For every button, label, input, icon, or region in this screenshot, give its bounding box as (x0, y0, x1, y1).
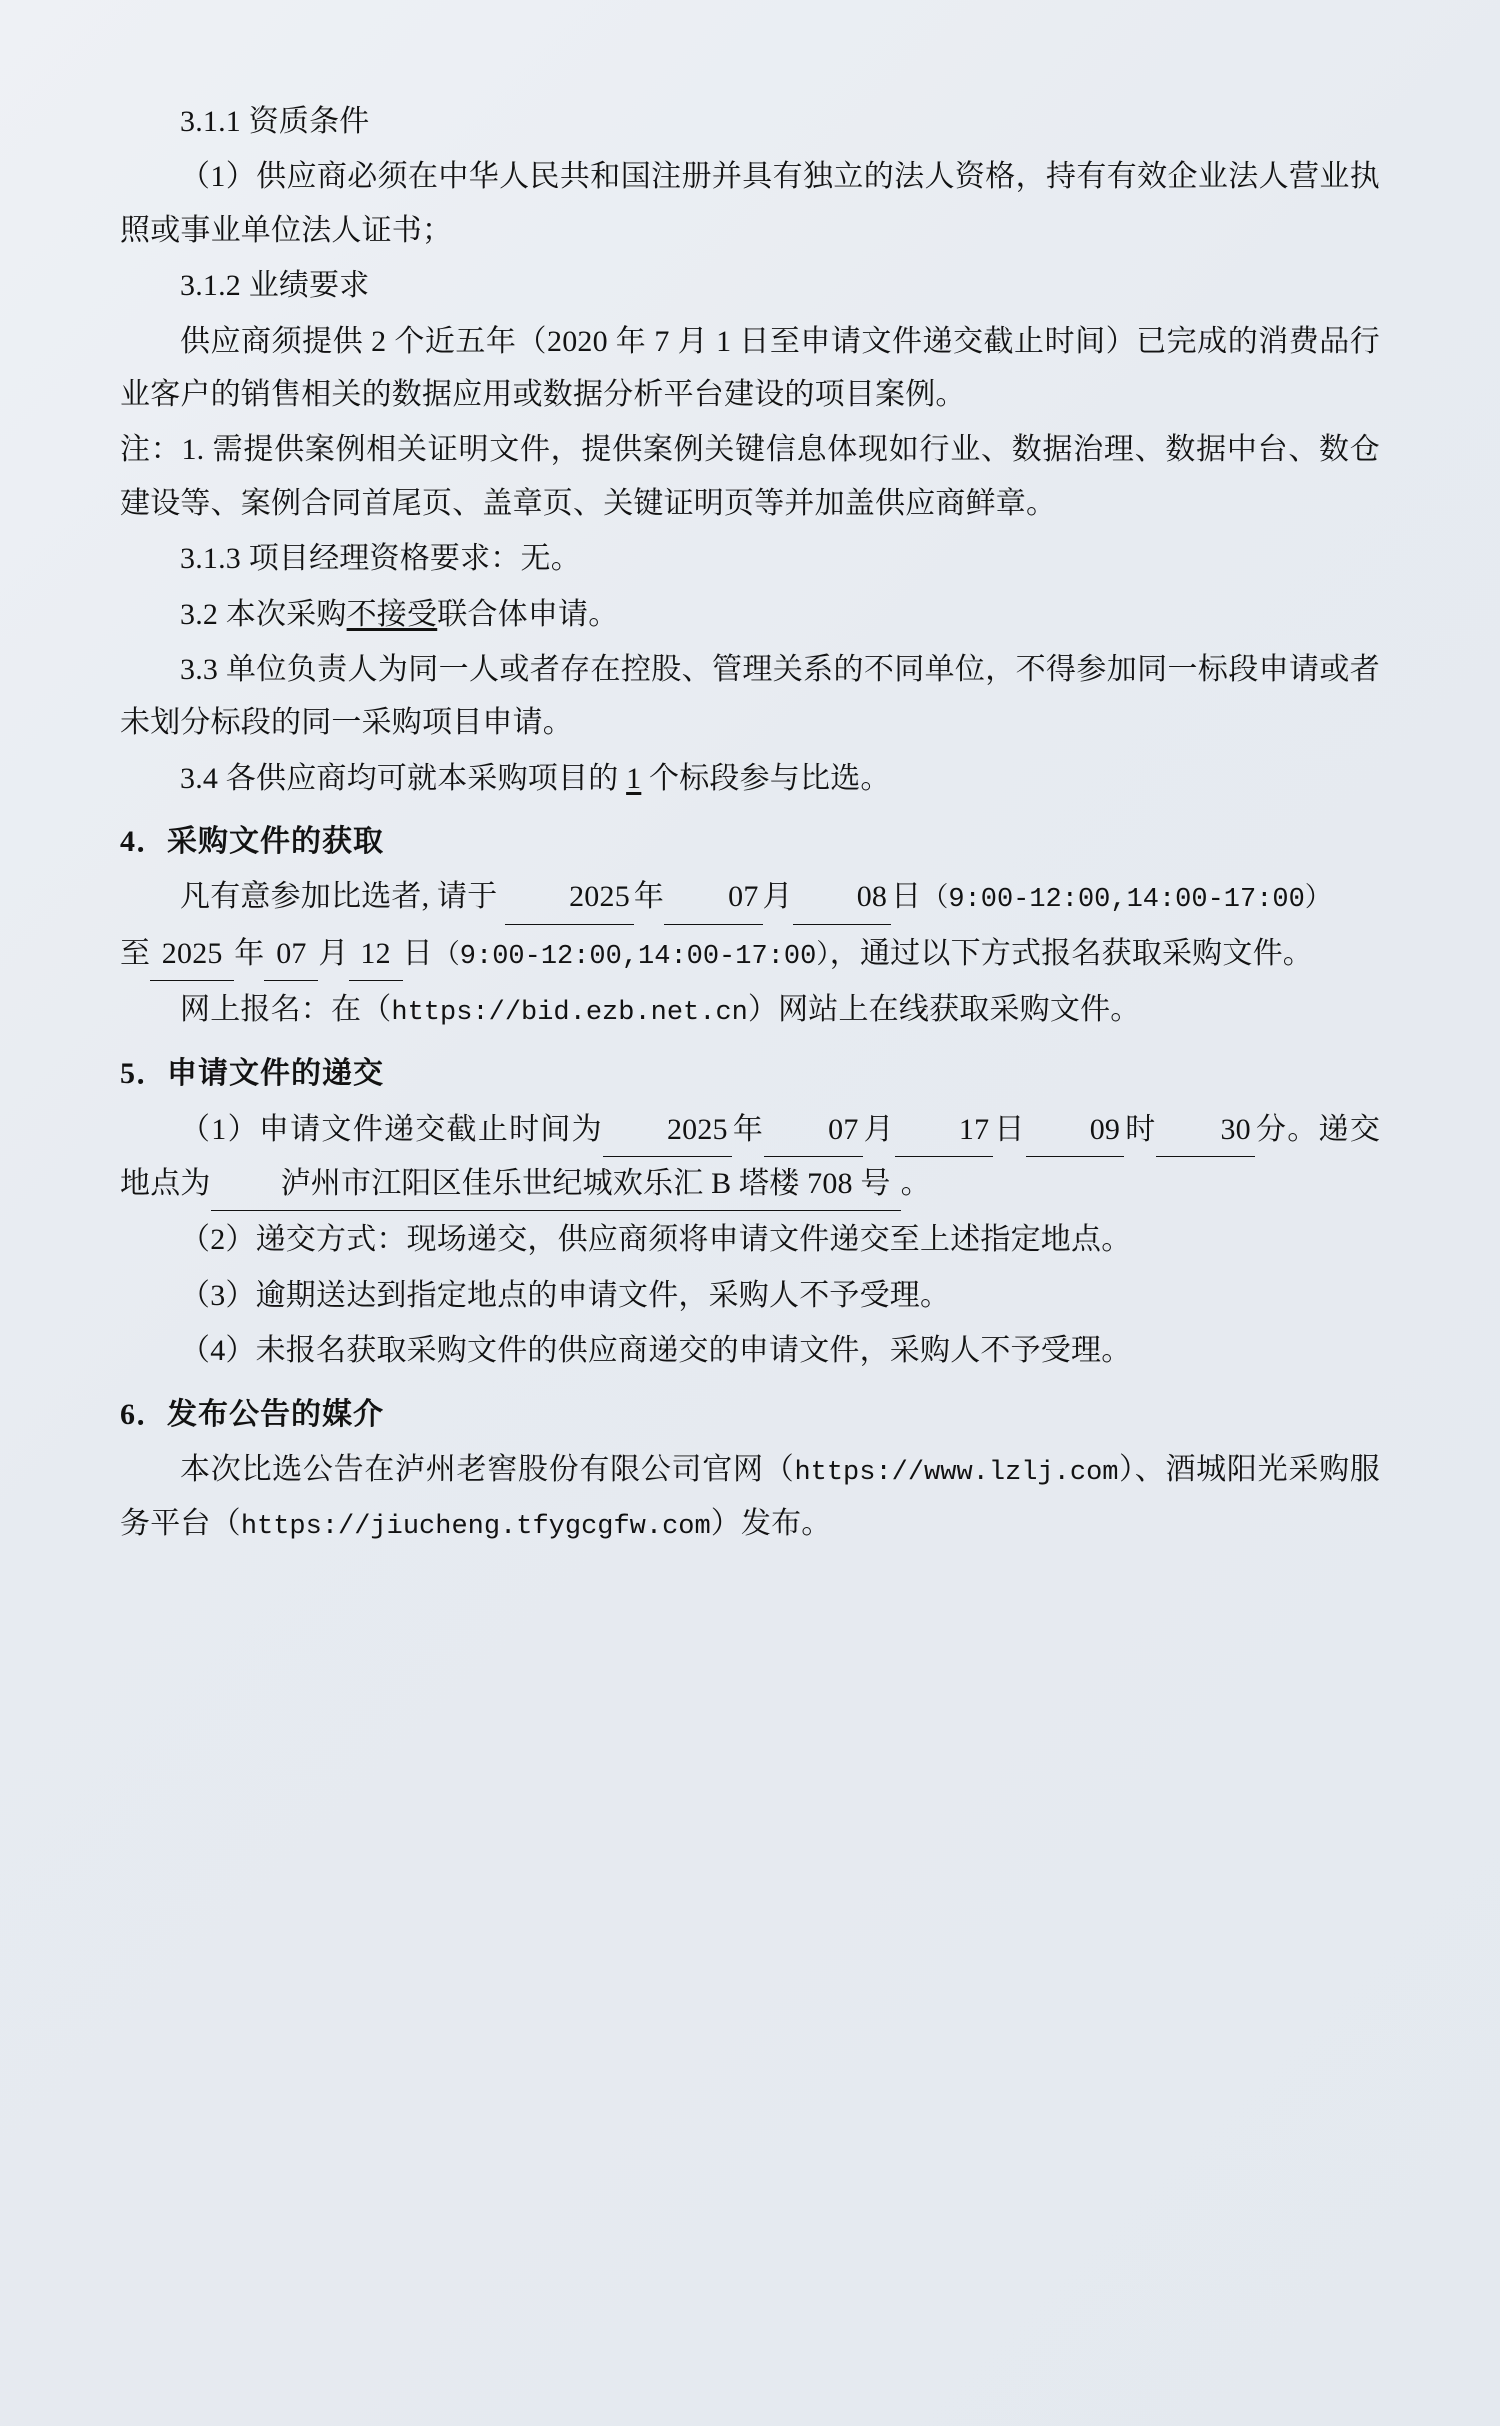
section-4-day-2-suffix: 日 (402, 936, 433, 970)
section-5-item-3: （3）逾期送达到指定地点的申请文件，采购人不予受理。 (180, 1278, 951, 1312)
paragraph-3-3: 3.3 单位负责人为同一人或者存在控股、管理关系的不同单位，不得参加同一标段申请或者未划分标段的同一采购项目申请。 (120, 652, 1380, 740)
section-4-day-2: 12 (349, 927, 403, 981)
heading-section-6: 6．发布公告的媒介 (120, 1397, 384, 1431)
section-5-item-2: （2）递交方式：现场递交，供应商须将申请文件递交至上述指定地点。 (180, 1223, 1132, 1257)
section-4-month-1: 07 (664, 870, 762, 924)
section-5-minute: 30 (1156, 1103, 1254, 1157)
section-5-year: 2025 (603, 1103, 732, 1157)
section-4-month-2: 07 (264, 927, 318, 981)
section-4-year-1-suffix: 年 (633, 880, 665, 914)
section-4-line-2 (120, 927, 1380, 981)
section-4-line-3-post: ）网站上在线获取采购文件。 (747, 993, 1141, 1027)
section-4-line-1 (120, 870, 1380, 924)
section-4-time-2: （9:00-12:00,14:00-17:00） (432, 941, 830, 972)
section-6-body (120, 1443, 1380, 1551)
paragraph-3-4-post: 个标段参与比选。 (641, 761, 891, 795)
section-5-year-suffix: 年 (731, 1112, 765, 1146)
section-5-item-4: （4）未报名获取采购文件的供应商递交的申请文件，采购人不予受理。 (180, 1334, 1132, 1368)
section-5-item-1-end: 。 (900, 1167, 931, 1201)
section-4-line-1-pre: 凡有意参加比选者, 请于 (180, 880, 498, 914)
section-4-month-1-suffix: 月 (762, 880, 793, 914)
paragraph-3-2-underline: 不接受 (346, 597, 438, 631)
paragraph-3-4 (120, 752, 1380, 805)
section-6-pre: 本次比选公告在泸州老窖股份有限公司官网（ (180, 1453, 795, 1487)
heading-section-5: 5．申请文件的递交 (120, 1057, 384, 1091)
section-4-line-2-post: ，通过以下方式报名获取采购文件。 (829, 936, 1313, 970)
paragraph-3-4-pre: 3.4 各供应商均可就本采购项目的 (180, 761, 627, 795)
paragraph-3-1-1-item1: （1）供应商必须在中华人民共和国注册并具有独立的法人资格，持有有效企业法人营业执照或事业单位法人证书； (120, 160, 1380, 247)
section-4-line-3-pre: 网上报名：在（ (180, 993, 392, 1027)
section-6-post: ）发布。 (710, 1507, 832, 1541)
section-6-url-1: https://www.lzlj.com (794, 1458, 1119, 1489)
section-5-item-1 (120, 1103, 1380, 1212)
section-5-day: 17 (895, 1103, 993, 1157)
section-4-line-3 (120, 983, 1380, 1037)
paragraph-3-4-underline: 1 (626, 761, 642, 795)
section-6-url-2: https://jiucheng.tfygcgfw.com (240, 1512, 711, 1543)
paragraph-3-1-2-note: 注：1. 需提供案例相关证明文件，提供案例关键信息体现如行业、数据治理、数据中台、数仓建设等、案例合同首尾页、盖章页、关键证明页等并加盖供应商鲜章。 (120, 433, 1380, 520)
heading-section-4: 4．采购文件的获取 (120, 825, 384, 859)
section-4-line-2-pre: 至 (120, 936, 151, 970)
section-5-hour-suffix: 时 (1124, 1112, 1157, 1146)
section-6-mid: ）、酒城阳光采购服务平台（ (120, 1453, 1380, 1541)
section-5-day-suffix: 日 (993, 1112, 1026, 1146)
section-4-url: https://bid.ezb.net.cn (391, 998, 748, 1029)
section-4-year-1: 2025 (505, 870, 634, 924)
paragraph-3-2-pre: 3.2 本次采购 (180, 597, 347, 631)
section-4-year-2: 2025 (150, 927, 234, 981)
paragraph-3-2 (120, 588, 1380, 641)
section-5-minute-suffix: 分。递交地点为 (120, 1112, 1381, 1201)
section-4-day-1: 08 (793, 870, 891, 924)
section-4-year-2-suffix: 年 (234, 936, 265, 970)
section-5-hour: 09 (1026, 1103, 1124, 1157)
section-4-time-1: （9:00-12:00,14:00-17:00） (921, 885, 1332, 916)
paragraph-3-1-3: 3.1.3 项目经理资格要求：无。 (180, 542, 581, 576)
section-4-month-2-suffix: 月 (318, 936, 349, 970)
section-4-day-1-suffix: 日 (891, 880, 922, 914)
section-5-month: 07 (764, 1103, 862, 1157)
section-5-item-1-pre: （1）申请文件递交截止时间为 (180, 1112, 603, 1146)
document-body (120, 95, 1380, 1551)
paragraph-3-1-2-title: 3.1.2 业绩要求 (180, 269, 370, 303)
section-5-place: 泸州市江阳区佳乐世纪城欢乐汇 B 塔楼 708 号 (211, 1157, 901, 1211)
paragraph-3-2-post: 联合体申请。 (437, 597, 619, 631)
section-5-month-suffix: 月 (862, 1112, 895, 1146)
paragraph-3-1-2-body: 供应商须提供 2 个近五年（2020 年 7 月 1 日至申请文件递交截止时间）已完成的消费品行业客户的销售相关的数据应用或数据分析平台建设的项目案例。 (120, 324, 1380, 411)
paragraph-3-1-1-title: 3.1.1 资质条件 (180, 105, 370, 138)
